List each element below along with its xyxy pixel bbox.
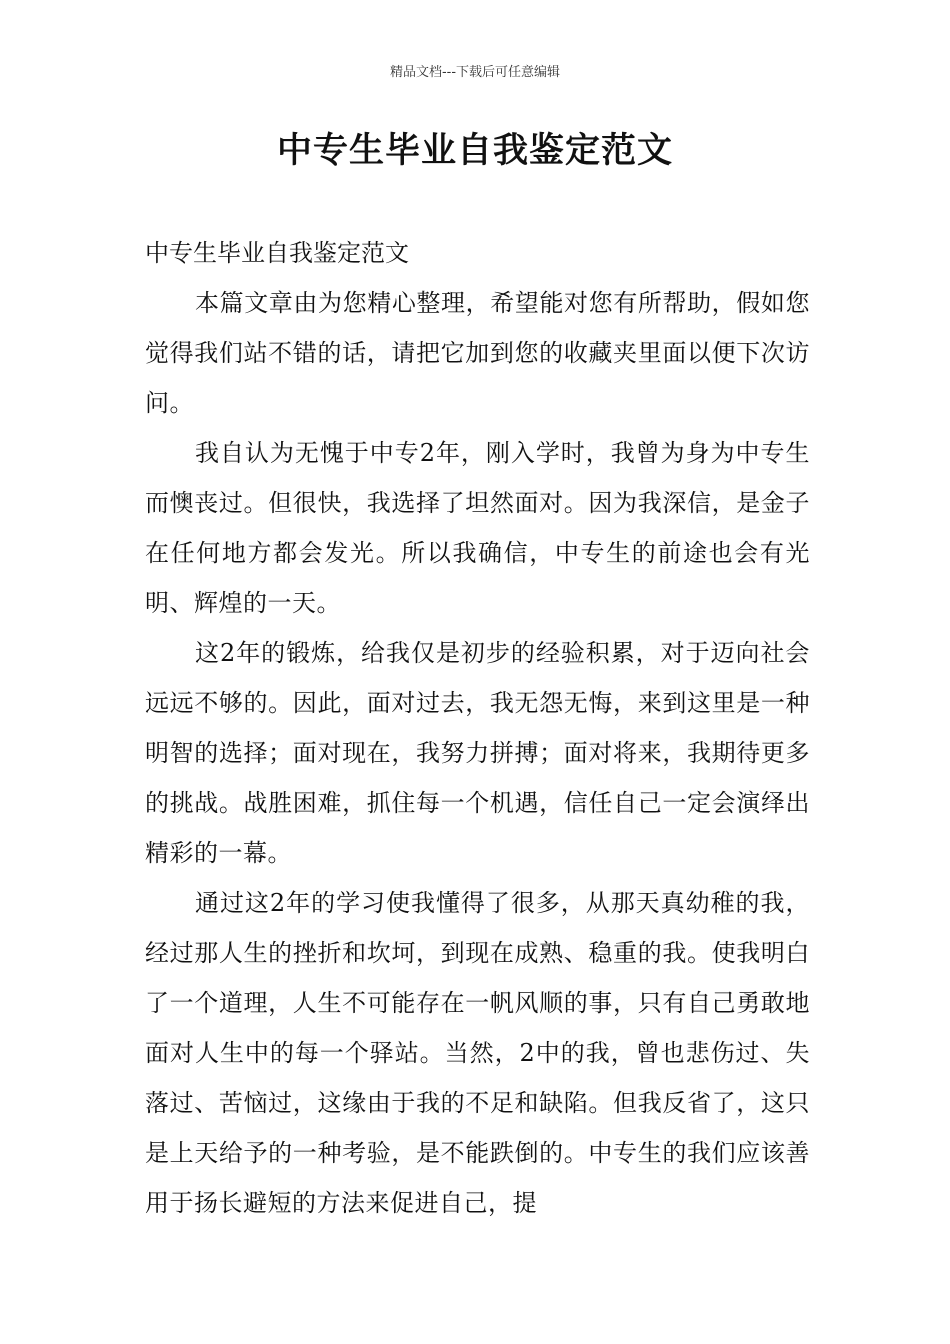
paragraph-intro: 本篇文章由为您精心整理，希望能对您有所帮助，假如您觉得我们站不错的话，请把它加到您的收藏夹里面以便下次访问。: [145, 289, 810, 417]
document-body: [145, 228, 810, 1228]
paragraph-training: 这2年的锻炼，给我仅是初步的经验积累，对于迈向社会远远不够的。因此，面对过去，我无怨无悔，来到这里是一种明智的选择；面对现在，我努力拼搏；面对将来，我期待更多的挑战。战胜困难，抓住每一个机遇，信任自己一定会演绎出精彩的一幕。: [145, 639, 810, 867]
document-subtitle: 中专生毕业自我鉴定范文: [145, 239, 409, 267]
header-note: 精品文档---下载后可任意编辑: [389, 65, 561, 80]
paragraph-learning: 通过这2年的学习使我懂得了很多，从那天真幼稚的我，经过那人生的挫折和坎坷，到现在成熟、稳重的我。使我明白了一个道理，人生不可能存在一帆风顺的事，只有自己勇敢地面对人生中的每一个驿站。当然，2中的我，曾也悲伤过、失落过、苦恼过，这缘由于我的不足和缺陷。但我反省了，这只是上天给予的一种考验，是不能跌倒的。中专生的我们应该善用于扬长避短的方法来促进自己，提: [145, 889, 810, 1217]
paragraph-self-assessment: 我自认为无愧于中专2年，刚入学时，我曾为身为中专生而懊丧过。但很快，我选择了坦然面对。因为我深信，是金子在任何地方都会发光。所以我确信，中专生的前途也会有光明、辉煌的一天。: [145, 439, 810, 617]
document-title: 中专生毕业自我鉴定范文: [276, 131, 673, 171]
